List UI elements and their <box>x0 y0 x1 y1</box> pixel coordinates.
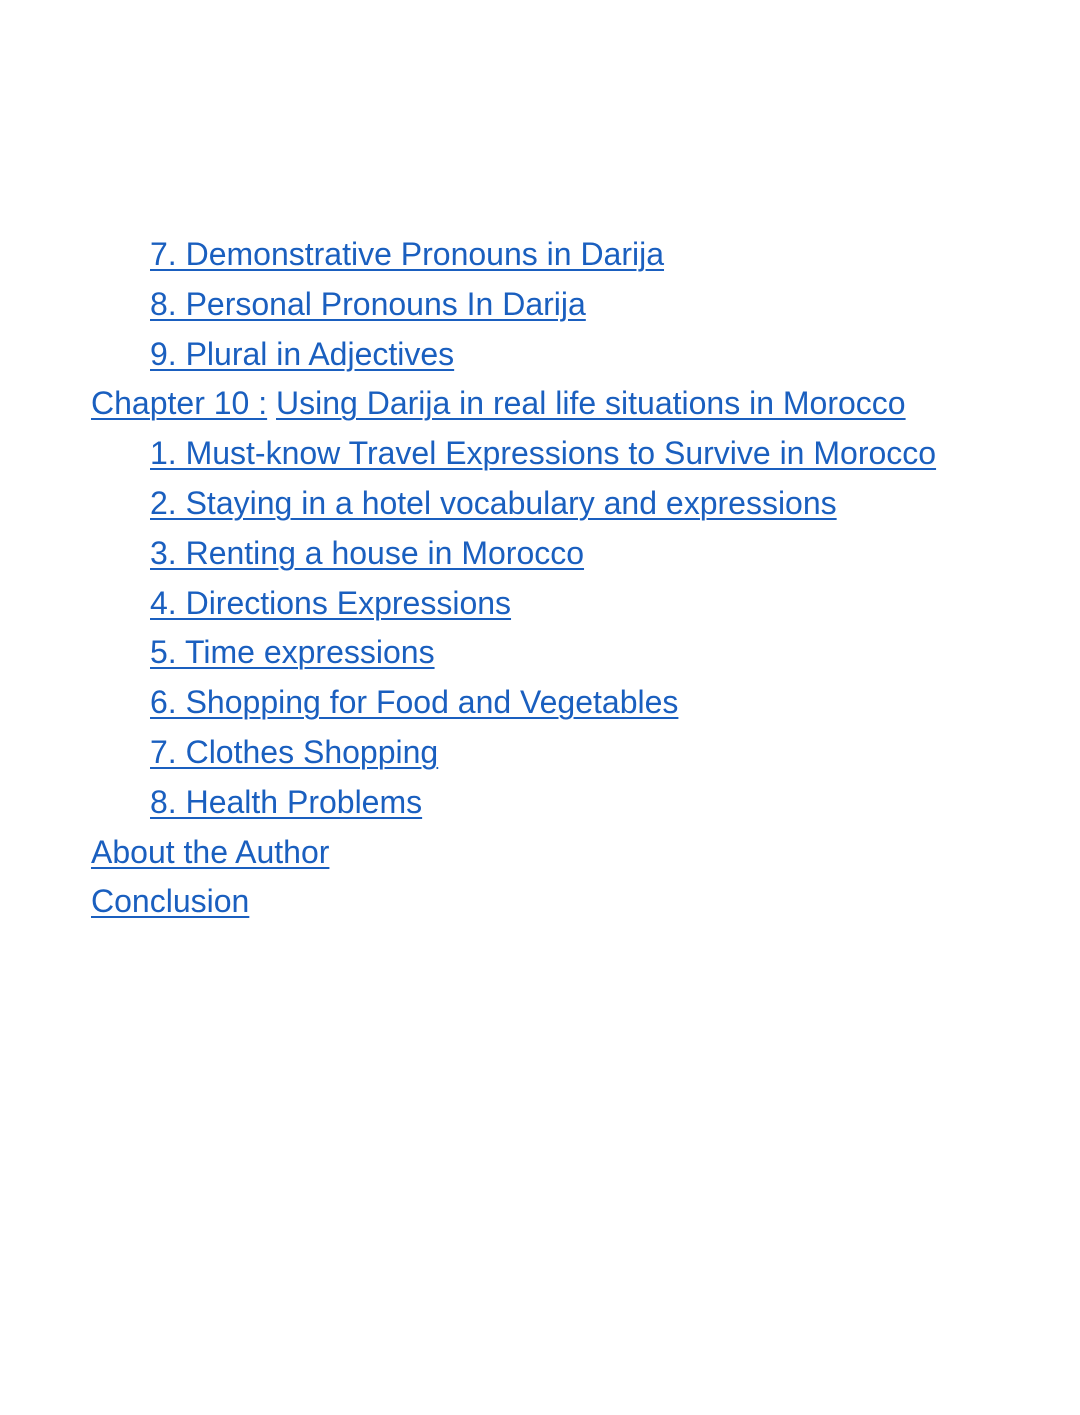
toc-item-time-expressions <box>0 628 1080 678</box>
toc-link-demonstrative-pronouns[interactable]: 7. Demonstrative Pronouns in Darija <box>150 236 665 272</box>
toc-link-plural-adjectives[interactable]: 9. Plural in Adjectives <box>150 335 455 372</box>
toc-item-directions <box>0 579 1080 629</box>
toc-item-clothes-shopping <box>0 728 1080 778</box>
toc-link-directions[interactable]: 4. Directions Expressions <box>150 584 512 621</box>
toc-link-time-expressions[interactable]: 5. Time expressions <box>150 634 435 671</box>
toc-chapter-separator <box>267 385 276 421</box>
toc-chapter-10 <box>0 379 1080 429</box>
toc-link-travel-expressions[interactable]: 1. Must-know Travel Expressions to Survive in Morocco <box>150 435 937 472</box>
toc-link-conclusion[interactable]: Conclusion <box>91 883 250 920</box>
toc-conclusion <box>0 877 1080 927</box>
table-of-contents <box>0 230 1080 927</box>
toc-item-renting-house <box>0 529 1080 579</box>
toc-link-food-shopping[interactable]: 6. Shopping for Food and Vegetables <box>150 684 679 721</box>
toc-about-author <box>0 828 1080 878</box>
toc-link-about-author[interactable]: About the Author <box>91 833 330 870</box>
toc-link-chapter-10-title[interactable]: Using Darija in real life situations in Morocco <box>276 385 906 422</box>
toc-item-health-problems <box>0 778 1080 828</box>
toc-item-food-shopping <box>0 678 1080 728</box>
toc-item-travel-expressions <box>0 429 1080 479</box>
toc-item-hotel-vocabulary <box>0 479 1080 529</box>
toc-link-personal-pronouns[interactable]: 8. Personal Pronouns In Darija <box>150 285 586 322</box>
toc-item-plural-adjectives <box>0 330 1080 380</box>
toc-item-personal-pronouns <box>0 280 1080 330</box>
toc-item-demonstrative-pronouns <box>0 230 1080 280</box>
toc-link-health-problems[interactable]: 8. Health Problems <box>150 783 423 820</box>
toc-link-renting-house[interactable]: 3. Renting a house in Morocco <box>150 534 585 571</box>
toc-link-clothes-shopping[interactable]: 7. Clothes Shopping <box>150 733 439 770</box>
toc-link-chapter-10-prefix[interactable]: Chapter 10 : <box>91 385 268 422</box>
toc-link-hotel-vocabulary[interactable]: 2. Staying in a hotel vocabulary and expressions <box>150 484 837 521</box>
